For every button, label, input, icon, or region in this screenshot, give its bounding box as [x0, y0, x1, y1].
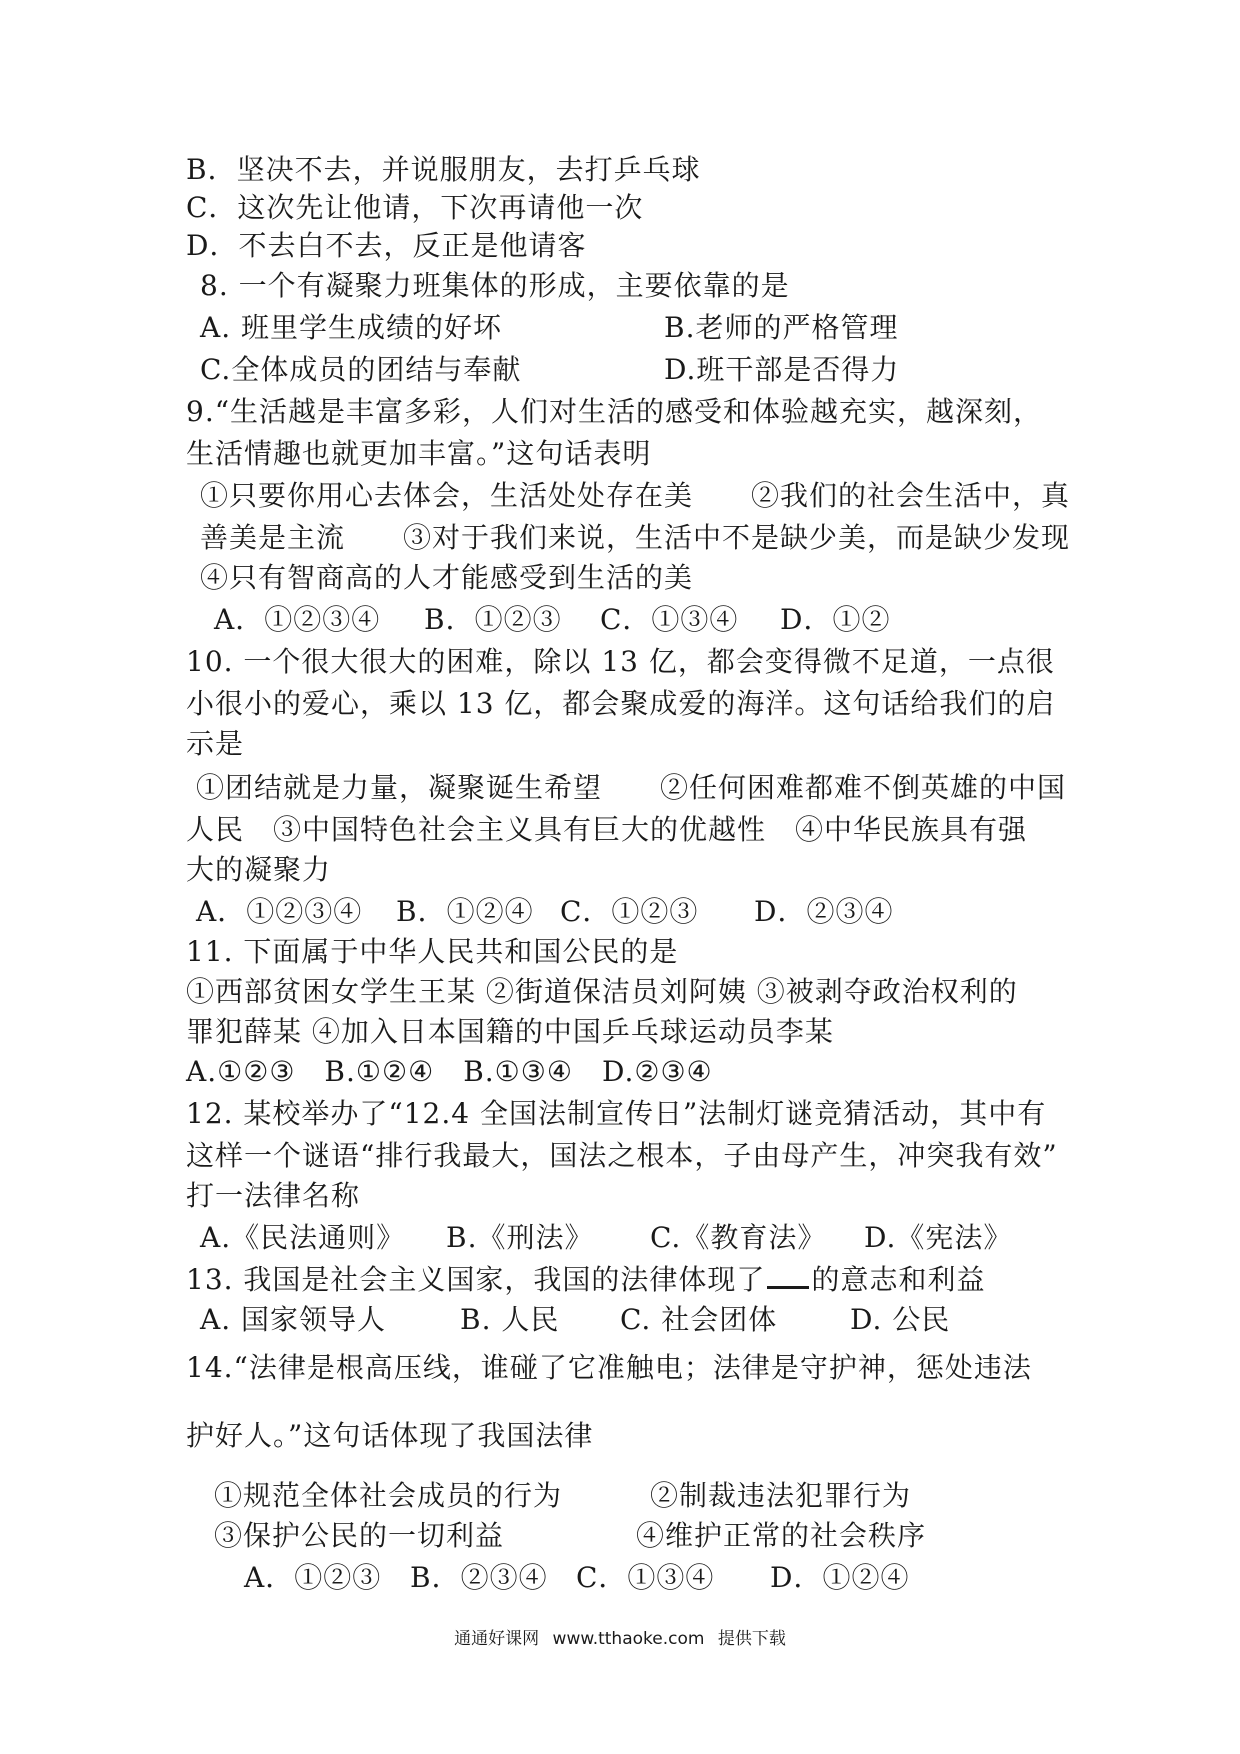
q9-stem-line1: 9.“生活越是丰富多彩，人们对生活的感受和体验越充实，越深刻，	[186, 395, 1043, 428]
q12-option-c: C.《教育法》	[650, 1221, 827, 1254]
q14-item-4: ④维护正常的社会秩序	[636, 1519, 927, 1552]
q9-option-c: C．①③④	[600, 603, 739, 636]
q10-item-line2: 人民 ③中国特色社会主义具有巨大的优越性 ④中华民族具有强	[186, 813, 1028, 846]
q7-option-b: B．坚决不去，并说服朋友，去打乒乓球	[186, 153, 701, 186]
q11-item-line2: 罪犯薛某 ④加入日本国籍的中国乒乓球运动员李某	[186, 1015, 834, 1048]
q13-stem	[186, 1260, 985, 1298]
q10-stem-line2: 小很小的爱心，乘以 13 亿，都会聚成爱的海洋。这句话给我们的启	[186, 687, 1056, 720]
q14-option-b: B．②③④	[410, 1561, 548, 1594]
q13-stem-before-blank: 13. 我国是社会主义国家，我国的法律体现了	[186, 1263, 766, 1296]
q8-option-c: C.全体成员的团结与奉献	[200, 353, 522, 386]
q12-option-a: A.《民法通则》	[200, 1221, 406, 1254]
fill-in-blank	[767, 1260, 809, 1289]
q9-item-line1: ①只要你用心去体会，生活处处存在美 ②我们的社会生活中，真	[200, 479, 1071, 512]
q10-item-line3: 大的凝聚力	[186, 853, 332, 886]
q9-stem-line2: 生活情趣也就更加丰富。”这句话表明	[186, 437, 652, 470]
q10-stem-line3: 示是	[186, 727, 245, 760]
q12-option-b: B.《刑法》	[446, 1221, 594, 1254]
q7-option-c: C．这次先让他请，下次再请他一次	[186, 191, 644, 224]
q8-option-a: A. 班里学生成绩的好坏	[200, 311, 503, 344]
q10-item-line1: ①团结就是力量，凝聚诞生希望 ②任何困难都难不倒英雄的中国	[196, 771, 1067, 804]
footer-site-name: 通通好课网	[454, 1629, 540, 1649]
q11-item-line1: ①西部贫困女学生王某 ②街道保洁员刘阿姨 ③被剥夺政治权利的	[186, 975, 1018, 1008]
q13-option-b: B. 人民	[460, 1303, 560, 1336]
q14-stem-line2: 护好人。”这句话体现了我国法律	[186, 1419, 594, 1452]
q12-option-d: D.《宪法》	[864, 1221, 1013, 1254]
q10-stem-line1: 10. 一个很大很大的困难，除以 13 亿，都会变得微不足道，一点很	[186, 645, 1055, 678]
q11-options: A.①②③ B.①②④ B.①③④ D.②③④	[186, 1055, 713, 1088]
q7-option-d: D．不去白不去，反正是他请客	[186, 229, 587, 262]
page-footer	[0, 1627, 1240, 1651]
q13-option-c: C. 社会团体	[620, 1303, 778, 1336]
q9-option-b: B．①②③	[424, 603, 562, 636]
q14-option-a: A．①②③	[244, 1561, 382, 1594]
q10-option-b: B．①②④	[396, 895, 534, 928]
q9-option-a: A．①②③④	[214, 603, 381, 636]
q14-item-2: ②制裁违法犯罪行为	[650, 1479, 912, 1512]
q8-stem: 8. 一个有凝聚力班集体的形成，主要依靠的是	[200, 269, 790, 302]
q10-option-a: A．①②③④	[196, 895, 363, 928]
q14-option-c: C．①③④	[576, 1561, 715, 1594]
q14-option-d: D．①②④	[770, 1561, 910, 1594]
q13-option-d: D. 公民	[850, 1303, 951, 1336]
q12-stem-line3: 打一法律名称	[186, 1179, 361, 1212]
q14-item-1: ①规范全体社会成员的行为	[214, 1479, 563, 1512]
q9-option-d: D．①②	[780, 603, 891, 636]
footer-note: 提供下载	[717, 1629, 786, 1649]
q11-stem: 11. 下面属于中华人民共和国公民的是	[186, 935, 679, 968]
q12-stem-line1: 12. 某校举办了“12.4 全国法制宣传日”法制灯谜竞猜活动，其中有	[186, 1097, 1047, 1130]
q9-item-line2: 善美是主流 ③对于我们来说，生活中不是缺少美，而是缺少发现	[200, 521, 1071, 554]
q10-option-d: D．②③④	[754, 895, 894, 928]
q13-option-a: A. 国家领导人	[200, 1303, 387, 1336]
q14-item-3: ③保护公民的一切利益	[214, 1519, 505, 1552]
footer-url: www.tthaoke.com	[552, 1629, 705, 1649]
q8-option-b: B.老师的严格管理	[664, 311, 899, 344]
q13-stem-after-blank: 的意志和利益	[811, 1263, 986, 1296]
q9-item-line3: ④只有智商高的人才能感受到生活的美	[200, 561, 694, 594]
q12-stem-line2: 这样一个谜语“排行我最大，国法之根本，子由母产生，冲突我有效”	[186, 1139, 1058, 1172]
q14-stem-line1: 14.“法律是根高压线，谁碰了它准触电；法律是守护神，惩处违法	[186, 1351, 1032, 1384]
q10-option-c: C．①②③	[560, 895, 699, 928]
q8-option-d: D.班干部是否得力	[664, 353, 900, 386]
